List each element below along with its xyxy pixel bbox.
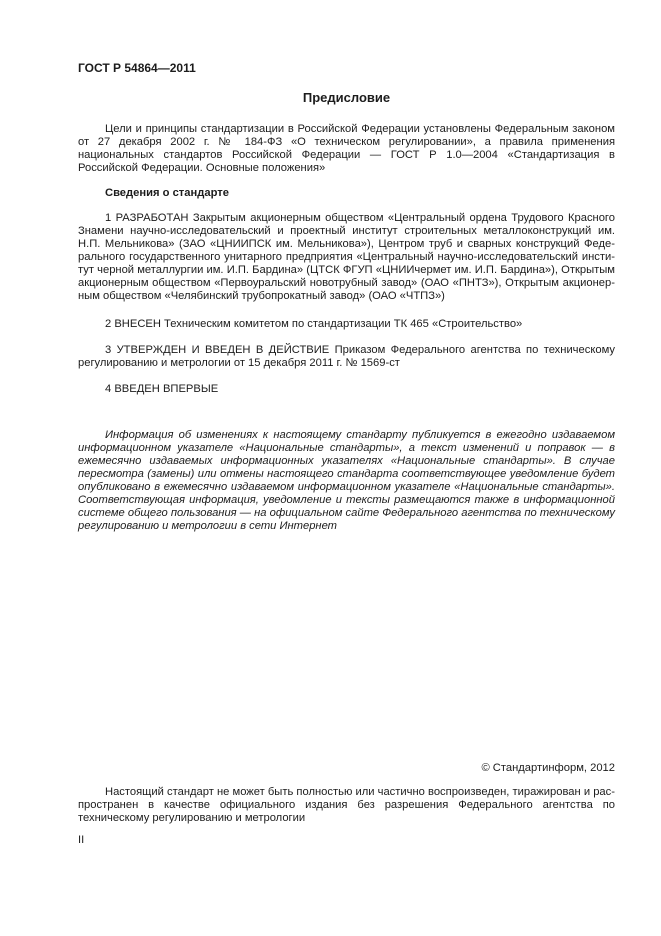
standard-info-item-developed: 1 РАЗРАБОТАН Закрытым акционерным обществом «Центральный ордена Трудового Красного Знамени научно-исследовательский и проектный институт строительных металлоконструкций им. Н.П. Мельникова» (ЗАО «ЦНИИПСК им. Мельникова»), Центром труб и сварных конструкций Федерального государственного унитарного предприятия «Центральный научно-исследовательский институт черной металлургии им. И.П. Бардина» (ЦТСК ФГУП «ЦНИИчермет им. И.П. Бардина»), Открытым акционерным обществом «Первоуральский новотрубный завод» (ОАО «ПНТЗ»), Открытым акционерным обществом «Челябинский трубопрокатный завод» (ОАО «ЧТПЗ») <box>78 212 615 302</box>
standard-info-item-approved: 3 УТВЕРЖДЕН И ВВЕДЕН В ДЕЙСТВИЕ Приказом Федерального агентства по техническому регулированию и метрологии от 15 декабря 2011 г. № 1569-ст <box>78 344 615 369</box>
standard-info-item-first-introduced: 4 ВВЕДЕН ВПЕРВЫЕ <box>105 383 219 395</box>
reproduction-notice: Настоящий стандарт не может быть полностью или частично воспроизведен, тиражирован и распространен в качестве официального издания без разрешения Федерального агентства по техническому регулированию и метрологии <box>78 786 615 824</box>
doc-code: ГОСТ Р 54864—2011 <box>78 61 196 75</box>
amendment-note: Информация об изменениях к настоящему стандарту публикуется в ежегодно издаваемом информационном указателе «Национальные стандарты», а текст изменений и поправок — в ежемесячно издаваемых информационных указателях «Национальные стандарты». В случае пересмотра (замены) или отмены настоящего стандарта соответствующее уведомление будет опубликовано в ежемесячно издаваемом информационном указателе «Национальные стандарты». Соответствующая информация, уведомление и тексты размещаются также в информационной системе общего пользования — на официальном сайте Федерального агентства по техническому регулированию и метрологии в сети Интернет <box>78 429 615 532</box>
intro-paragraph: Цели и принципы стандартизации в Российской Федерации установлены Федеральным законом от 27 декабря 2002 г. № 184-ФЗ «О техническом регулировании», а правила применения национальных стандартов Российской Федерации — ГОСТ Р 1.0—2004 «Стандартизация в Российской Федерации. Основные положения» <box>78 123 615 174</box>
page-number: II <box>78 834 85 846</box>
page-title: Предисловие <box>302 90 391 105</box>
copyright-notice: © Стандартинформ, 2012 <box>481 762 615 774</box>
standard-info-item-submitted: 2 ВНЕСЕН Техническим комитетом по стандартизации ТК 465 «Строительство» <box>105 318 523 330</box>
standard-info-heading: Сведения о стандарте <box>105 187 229 199</box>
